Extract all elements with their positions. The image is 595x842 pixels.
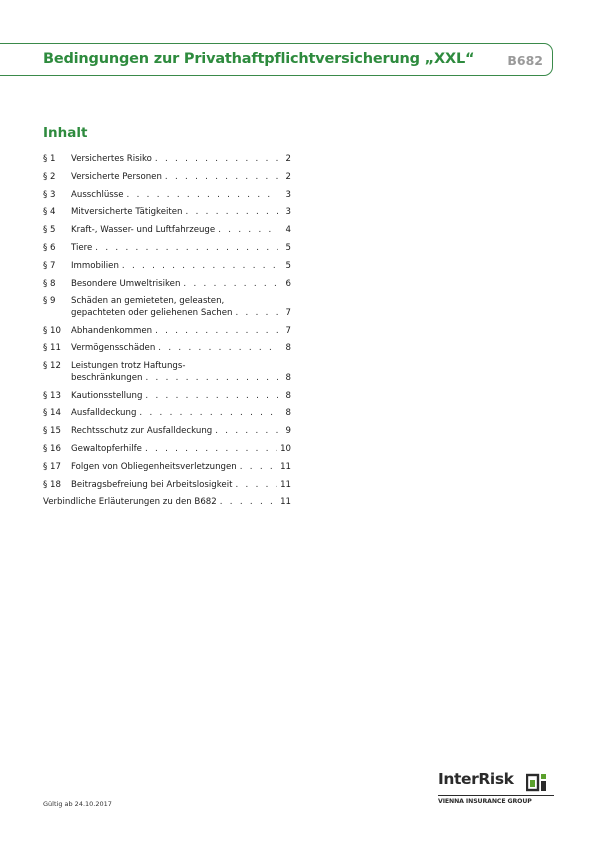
company-logo — [438, 770, 554, 810]
toc-entry — [43, 225, 291, 237]
toc-entry-title: Besondere Umweltrisiken — [71, 278, 181, 289]
toc-entry-explanations — [43, 497, 291, 509]
toc-entry-page: 11 — [280, 479, 291, 490]
toc-entry — [43, 361, 291, 384]
toc-entry-page: 3 — [285, 189, 291, 200]
toc-entry-title: beschränkungen — [71, 372, 143, 383]
toc-leader-dots — [217, 497, 277, 509]
toc-entry-title: Mitversicherte Tätigkeiten — [71, 207, 183, 218]
toc-leader-dots — [124, 190, 278, 202]
toc-leader-dots — [142, 391, 278, 403]
toc-entry-number: § 2 — [43, 171, 56, 182]
document-code: B682 — [507, 53, 543, 68]
validity-date: Gültig ab 24.10.2017 — [43, 800, 112, 808]
toc-entry-number: § 17 — [43, 461, 61, 472]
toc-entry — [43, 343, 291, 355]
toc-leader-dots — [152, 326, 278, 338]
toc-leader-dots — [212, 426, 278, 438]
toc-entry-title: Ausschlüsse — [71, 189, 124, 200]
toc-entry-title: Gewaltopferhilfe — [71, 443, 142, 454]
toc-entry-page: 6 — [285, 278, 291, 289]
toc-entry — [43, 243, 291, 255]
toc-entry-number: § 4 — [43, 207, 56, 218]
toc-entry-page: 2 — [285, 154, 291, 164]
toc-entry-title: gepachteten oder geliehenen Sachen — [71, 307, 233, 318]
toc-entry-number: § 18 — [43, 479, 61, 490]
toc-entry-title: Ausfalldeckung — [71, 408, 137, 419]
toc-entry-title: Immobilien — [71, 260, 119, 271]
toc-entry-title: Rechtsschutz zur Ausfalldeckung — [71, 426, 213, 437]
toc-entry — [43, 190, 291, 202]
toc-entry-number: § 8 — [43, 278, 56, 289]
logo-subline: VIENNA INSURANCE GROUP — [438, 795, 554, 805]
toc-entry-number: § 16 — [43, 443, 61, 454]
toc-entry-title: Folgen von Obliegenheitsverletzungen — [71, 461, 237, 472]
toc-leader-dots — [180, 279, 278, 291]
toc-entry — [43, 172, 291, 184]
toc-heading: Inhalt — [43, 125, 88, 141]
toc-entry-number: § 6 — [43, 242, 56, 253]
toc-entry-title: Kautionsstellung — [71, 390, 143, 401]
toc-entry-page: 8 — [285, 390, 291, 401]
toc-entry-page: 7 — [285, 307, 291, 318]
toc-entry-title: Leistungen trotz Haftungs- — [71, 361, 186, 372]
toc-entry-number: § 15 — [43, 426, 61, 437]
toc-entry-title: Schäden an gemieteten, geleasten, — [71, 296, 225, 307]
toc-entry-title: Tiere — [71, 242, 93, 253]
toc-entry — [43, 279, 291, 291]
toc-entry — [43, 207, 291, 219]
toc-entry-page: 4 — [285, 225, 291, 236]
toc-entry — [43, 391, 291, 403]
toc-entry — [43, 408, 291, 420]
toc-entry-number: § 7 — [43, 260, 56, 271]
toc-entry-page: 11 — [280, 497, 291, 508]
toc-entry — [43, 426, 291, 438]
toc-entry-page: 5 — [285, 260, 291, 271]
toc-entry-page: 9 — [285, 426, 291, 437]
toc-entry-title: Vermögensschäden — [71, 343, 156, 354]
toc-entry-number: § 14 — [43, 408, 61, 419]
logo-wordmark: InterRisk — [438, 770, 514, 788]
toc-leader-dots — [136, 408, 278, 420]
toc-entry-number: § 13 — [43, 390, 61, 401]
toc-entry-title: Abhandenkommen — [71, 325, 153, 336]
toc-leader-dots — [119, 261, 278, 273]
interrisk-logo-mark-icon — [526, 772, 552, 792]
toc-entry-page: 11 — [280, 461, 291, 472]
toc-leader-dots — [183, 207, 279, 219]
toc-entry — [43, 296, 291, 319]
toc-entry-number: § 10 — [43, 325, 61, 336]
toc-leader-dots — [152, 154, 278, 166]
toc-leader-dots — [142, 373, 278, 385]
toc-entry — [43, 261, 291, 273]
toc-entry-page: 8 — [285, 372, 291, 383]
toc-leader-dots — [215, 225, 278, 237]
toc-leader-dots — [232, 480, 277, 492]
toc-entry-title: Versicherte Personen — [71, 171, 162, 182]
toc-leader-dots — [237, 462, 277, 474]
toc-leader-dots — [232, 308, 278, 320]
toc-entry — [43, 444, 291, 456]
toc-entry — [43, 154, 291, 166]
toc-entry-title: Beitragsbefreiung bei Arbeitslosigkeit — [71, 479, 233, 490]
toc-leader-dots — [155, 343, 278, 355]
toc-entry — [43, 462, 291, 474]
toc-entry-title: Kraft-, Wasser- und Luftfahrzeuge — [71, 225, 216, 236]
document-title: Bedingungen zur Privathaftpflichtversicherung „XXL“ — [43, 51, 475, 67]
toc-leader-dots — [162, 172, 278, 184]
toc-entry-number: § 1 — [43, 154, 56, 164]
toc-entry-page: 3 — [285, 207, 291, 218]
toc-entry-title: Versichertes Risiko — [71, 154, 152, 164]
toc-entry-page: 8 — [285, 343, 291, 354]
toc-entry-number: § 12 — [43, 361, 61, 372]
toc-entry-page: 2 — [285, 171, 291, 182]
toc-entry-page: 10 — [280, 443, 291, 454]
table-of-contents — [43, 154, 291, 515]
toc-entry-number: § 11 — [43, 343, 61, 354]
toc-leader-dots — [92, 243, 278, 255]
toc-entry-title: Verbindliche Erläuterungen zu den B682 — [43, 497, 217, 508]
toc-entry — [43, 480, 291, 492]
toc-entry-page: 8 — [285, 408, 291, 419]
toc-entry-number: § 5 — [43, 225, 56, 236]
toc-entry-page: 7 — [285, 325, 291, 336]
toc-leader-dots — [142, 444, 277, 456]
toc-entry-number: § 9 — [43, 296, 56, 307]
toc-entry-page: 5 — [285, 242, 291, 253]
toc-entry-number: § 3 — [43, 189, 56, 200]
toc-entry — [43, 326, 291, 338]
